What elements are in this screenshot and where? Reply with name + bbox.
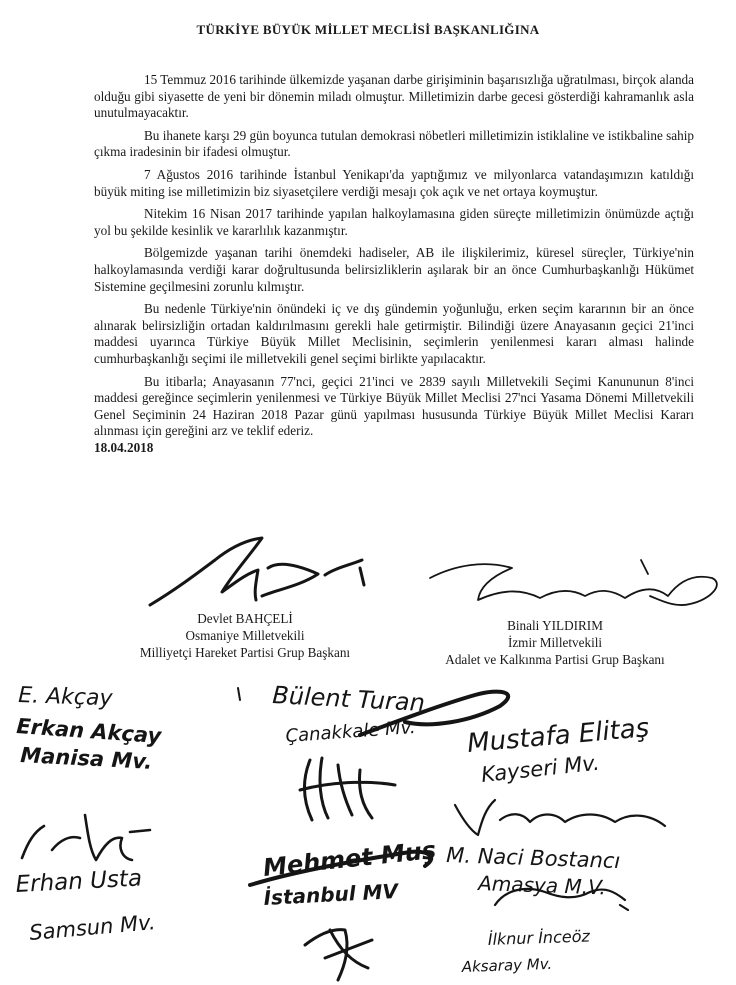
- document-heading: TÜRKİYE BÜYÜK MİLLET MECLİSİ BAŞKANLIĞINA: [196, 22, 540, 37]
- signatory-name: Devlet BAHÇELİ: [197, 611, 293, 626]
- hw-akcay-full: Erkan Akçay: [15, 714, 162, 749]
- hw-amasya: Amasya M.V.: [477, 871, 607, 900]
- paragraph: Bu ihanete karşı 29 gün boyunca tutulan demokrasi nöbetleri milletimizin istiklaline ve istikbaline sahip çıkma iradesinin bir ifadesi olmuştur.: [94, 127, 694, 160]
- hw-mus-name: Mehmet Muş: [261, 835, 438, 882]
- paragraph: Bu itibarla; Anayasanın 77'nci, geçici 21'inci ve 2839 sayılı Milletvekili Seçimi Kanununun 8'inci maddesi gereğince seçimlerin yenilenmesi ve Türkiye Büyük Millet Meclisi 27'nci Yasama Dönemi Milletvekili Genel Seçiminin 24 Haziran 2018 Pazar günü yapılması hususunda Türkiye Büyük Millet Meclisi Kararı alınması için gereğini arz ve teklif ederiz.: [94, 373, 694, 439]
- signature-yildirim: [430, 560, 717, 605]
- hw-akcay-short: E. Akçay: [17, 683, 113, 712]
- paragraph: Bu nedenle Türkiye'nin önündeki iç ve dış gündemin yoğunluğu, erken seçim kararının bir an önce alınarak belirsizliğin ortadan kaldırılmasını gerekli hale getirmiştir. Bilindiği üzere Anayasanın geçici 21'inci maddesi uyarınca Türkiye Büyük Millet Meclisinin, seçimlerin yenilenmesi kararı alması halinde cumhurbaşkanlığı seçimi ile milletvekili genel seçimi birlikte yapılacaktır.: [94, 301, 694, 366]
- signature-elitas-stroke: [300, 758, 395, 820]
- signatory-district: Osmaniye Milletvekili: [185, 628, 305, 643]
- hw-kayseri: Kayseri Mv.: [480, 750, 601, 787]
- paragraph: Bölgemizde yaşanan tarihi önemdeki hadiseler, AB ile ilişkilerimiz, küresel süreçler, Türkiye'nin halkoylamasında verdiği karar doğrultusunda belirsizliklerin aşılarak bir an önce Cumhurbaşkanlığı Hükümet Sistemine geçilmesini zorunlu kılmıştır.: [94, 245, 694, 294]
- document-date: 18.04.2018: [94, 439, 154, 455]
- signatory-role: Adalet ve Kalkınma Partisi Grup Başkanı: [445, 652, 665, 667]
- signatory-role: Milliyetçi Hareket Partisi Grup Başkanı: [139, 645, 351, 660]
- hw-manisa: Manisa Mv.: [19, 743, 153, 774]
- paragraph: Nitekim 16 Nisan 2017 tarihinde yapılan halkoylamasına giden süreçte milletimizin önümüzde açtığı yol bu şekilde kesinlik ve kararlılık kazanmıştır.: [94, 206, 694, 238]
- signature-bottom-scribble: [305, 930, 372, 980]
- signatory-name: Binali YILDIRIM: [507, 618, 603, 633]
- paragraph: 15 Temmuz 2016 tarihinde ülkemizde yaşanan darbe girişiminin başarısızlığa uğratılması, birçok alanda olduğu gibi siyasette de yeni bir dönemin miladı olmuştur. Milletimizin darbe gecesi gösterdiği kahramanlık asla unutulmayacaktır.: [94, 72, 694, 121]
- paragraph: 7 Ağustos 2016 tarihinde İstanbul Yenikapı'da yaptığımız ve milyonlarca vatandaşımızın katıldığı büyük miting ise milletimizin biz siyasetçilere verdiği mesajı çok açık ve net ortaya koymuştur.: [94, 166, 694, 199]
- hw-elitas-name: Mustafa Elitaş: [465, 713, 651, 759]
- signature-usta: [22, 815, 150, 860]
- signature-tick: [238, 688, 240, 700]
- signature-bahceli: [150, 538, 364, 605]
- hw-aksaray: Aksaray Mv.: [461, 954, 553, 976]
- hw-bostanci-name: M. Naci Bostancı: [445, 843, 621, 874]
- hw-istanbul: İstanbul MV: [263, 878, 399, 910]
- hw-turan-name: Bülent Turan: [271, 681, 426, 717]
- hw-samsun: Samsun Mv.: [28, 910, 157, 945]
- signature-bostanci: [455, 800, 665, 835]
- hw-canakkale: Çanakkale Mv.: [284, 716, 417, 747]
- hw-inceoz-name: İlknur İnceöz: [487, 926, 591, 949]
- hw-usta-name: Erhan Usta: [14, 865, 143, 898]
- signatory-district: İzmir Milletvekili: [507, 635, 603, 650]
